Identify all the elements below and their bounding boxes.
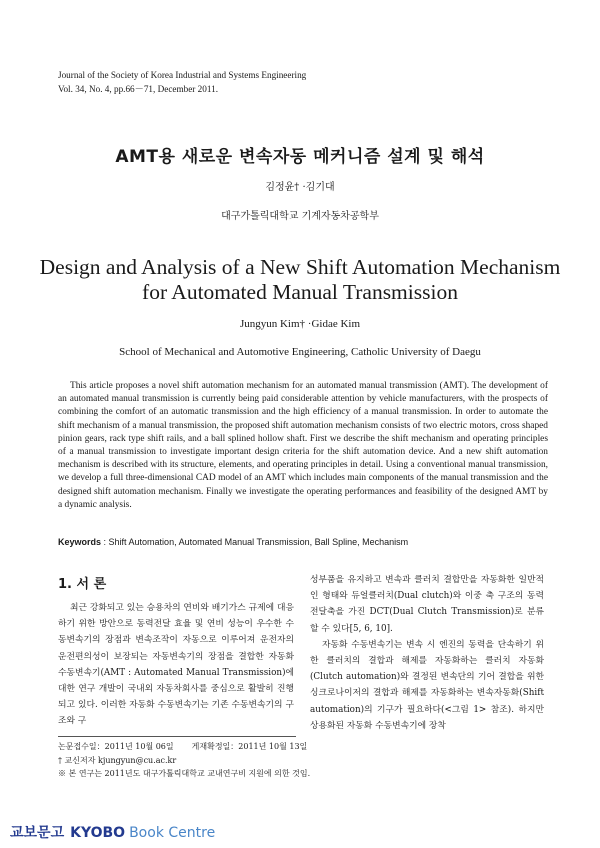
section-heading: 1. 서 론 [58, 577, 107, 592]
english-authors: Jungyun Kim† ·Gidae Kim [239, 318, 361, 330]
korean-title: AMT용 새로운 변속자동 메커니즘 설계 및 해석 [115, 147, 485, 167]
received-date: 논문접수일：2011년 10월 06일 [58, 742, 174, 751]
english-title-line1: Design and Analysis of a New Shift Automation Mechanism [39, 255, 561, 279]
korean-authors: 김정윤† ·김기대 [265, 182, 335, 193]
kyobo-watermark [0, 820, 600, 848]
keywords [58, 537, 548, 547]
english-title-line2: for Automated Manual Transmission [142, 280, 458, 304]
keywords-label: Keywords [58, 537, 102, 547]
journal-volume: Vol. 34, No. 4, pp.66－71, December 2011. [58, 84, 218, 94]
brand-english: KYOBO [70, 825, 126, 841]
kyobo-logo [10, 822, 215, 842]
footnote-dates [58, 740, 310, 754]
keywords-text: : Shift Automation, Automated Manual Transmission, Ball Spline, Mechanism [103, 537, 409, 547]
left-column [58, 600, 294, 730]
korean-affiliation: 대구가톨릭대학교 기계자동차공학부 [221, 211, 379, 222]
brand-korean: 교보문고 [10, 825, 65, 841]
right-column [310, 572, 544, 734]
english-affiliation: School of Mechanical and Automotive Engineering, Catholic University of Daegu [119, 346, 481, 358]
intro-paragraph: 최근 강화되고 있는 승용차의 연비와 배기가스 규제에 대응하기 위한 방안으로 동력전달 효율 및 연비 성능이 우수한 수동변속기의 장점과 변속조작이 자동으로 이루어져 운전자의 운전편의성이 보장되는 자동변속기의 장점을 결합한 자동화 수동변속기(AMT : Automated Manual Transmission)에 대한 연구 개발이 국내외 자동차회사를 중심으로 활발히 진행되고 있다. 이러한 자동화 수동변속기는 기존 수동변속기의 구조와 구 [58, 603, 294, 727]
footnote-divider [58, 736, 296, 737]
funding-note: ※ 본 연구는 2011년도 대구가톨릭대학교 교내연구비 지원에 의한 것임. [58, 769, 311, 778]
journal-name: Journal of the Society of Korea Industrial and Systems Engineering [58, 70, 307, 80]
journal-info [58, 68, 306, 96]
right-paragraph-2: 자동화 수동변속기는 변속 시 엔진의 동력을 단속하기 위한 클러치의 결합과 해제를 자동화하는 클러치 자동화(Clutch automation)와 결정된 변속단의 기어 결합을 위한 싱크로나이저의 결합과 해제를 자동화하는 변속자동화(Shift automation)의 기구가 필요하다(<그림 1> 참조). 하지만 상용화된 자동화 수동변속기에 장착 [310, 639, 544, 731]
right-paragraph-1: 성부품을 유지하고 변속과 클러치 결합만을 자동화한 일반적인 형태와 듀얼클러치(Dual clutch)와 이중 축 구조의 동력전달축을 가진 DCT(Dual Clutch Transmission)로 분류할 수 있다[5, 6, 10]. [310, 575, 544, 634]
footnotes [58, 740, 310, 781]
brand-tail: Book Centre [129, 825, 216, 841]
english-title [0, 255, 600, 305]
corresponding-author: † 교신저자 kjungyun@cu.ac.kr [58, 755, 177, 765]
accepted-date: 게재확정일：2011년 10월 13일 [191, 742, 308, 751]
abstract: This article proposes a novel shift automation mechanism for an automated manual transmission (AMT). The development of an automated manual transmission is currently being paid considerable attention by vehicle manufacturers, with the prospects of combining the comfort of an automatic transmission and the high efficiency of a manual transmission. In order to automate the shift mechanism of a manual transmission, the proposed shift automation mechanism consists of two electric motors, cross shaped pinion gears, rack type shift rails, and a ball splined hollow shaft. First we describe the shift mechanism and operating principles of a manual transmission to investigate important design criteria for the shift automation device. And a new shift automation mechanism is described with its structure, elements, and operating principles in detail. Using a conventional manual transmission, we develop a full three-dimensional CAD model of an AMT which includes main components of the manual transmission and the designed shift automation mechanism. Finally we investigate the operating performances and feasibility of the designed AMT by a dynamic analysis. [58, 381, 548, 510]
